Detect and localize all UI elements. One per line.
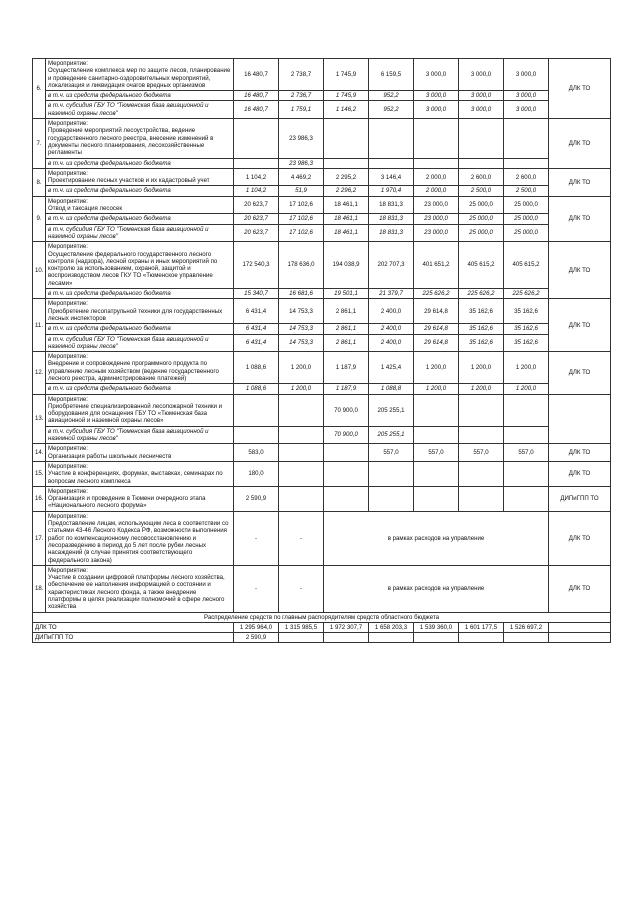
value-cell: 18 461,1 [324,224,369,242]
table-row [33,394,611,426]
value-cell: 205 255,1 [369,426,414,444]
budget-note: в рамках расходов на управление [324,511,549,565]
table-row [33,59,611,91]
value-cell: 16 480,7 [234,59,279,91]
value-cell [504,119,549,158]
value-cell: 2 861,1 [324,324,369,334]
value-cell: 1 200,0 [459,352,504,384]
row-index: 15. [33,461,46,486]
value-cell: 25 000,0 [459,196,504,214]
value-cell: 18 831,3 [369,214,414,224]
value-cell [234,119,279,158]
table-row [33,214,611,224]
value-cell: 178 636,0 [279,242,324,289]
total-value [414,633,459,643]
table-row [33,426,611,444]
measure-desc: Мероприятие: Осуществление федерального государственного лесного контроля (надзора), лесной охраны и иных мероприятий по контролю за использованием, охраной, защитой и воспроизводством лесов ГКУ ТО «Тюменское управление лесами» [46,242,234,289]
total-value: 1 601 177,5 [459,622,504,632]
funding-source-desc: в т.ч. из средств федерального бюджета [46,186,234,196]
value-cell: 29 614,8 [414,334,459,352]
value-cell: 3 000,0 [504,59,549,91]
value-cell: 51,9 [279,186,324,196]
value-cell: 1 200,0 [504,352,549,384]
empty-cell [549,622,611,632]
total-value: 1 315 985,5 [279,622,324,632]
value-cell: 1 088,8 [369,384,414,394]
row-index: 16. [33,486,46,511]
table-row [33,565,611,612]
value-cell: 6 431,4 [234,324,279,334]
value-cell: 17 102,6 [279,196,324,214]
table-row [33,486,611,511]
value-cell: 2 590,9 [234,486,279,511]
value-cell [234,426,279,444]
funding-source-desc: в т.ч. субсидия ГБУ ТО "Тюменская база авиационной и наземной охраны лесов" [46,101,234,119]
value-cell: 3 146,4 [369,168,414,186]
value-cell: 3 000,0 [459,91,504,101]
value-cell: 18 831,3 [369,196,414,214]
value-cell: 29 614,8 [414,324,459,334]
row-index: 17. [33,511,46,565]
value-cell: 20 623,7 [234,224,279,242]
program-measures-table-page [32,58,610,643]
value-cell: 35 162,6 [504,299,549,324]
value-cell [234,158,279,168]
value-cell: 1 759,1 [279,101,324,119]
value-cell [459,486,504,511]
value-cell: 2 000,0 [414,168,459,186]
value-cell: 2 400,0 [369,324,414,334]
executor: ДЛК ТО [549,299,611,352]
value-cell: 952,2 [369,91,414,101]
value-cell: 202 707,3 [369,242,414,289]
total-value [279,633,324,643]
value-cell: 1 200,0 [414,352,459,384]
value-cell [504,394,549,426]
value-cell: 16 681,6 [279,289,324,299]
value-cell: 14 753,3 [279,324,324,334]
value-cell: 18 461,1 [324,196,369,214]
value-cell [459,158,504,168]
budget-note: в рамках расходов на управление [324,565,549,612]
value-cell: 2 600,0 [504,168,549,186]
value-cell: 1 745,9 [324,91,369,101]
measure-desc: Мероприятие: Осуществление комплекса мер по защите лесов, планирование и проведение санитарно-оздоровительных мероприятий, локализация и ликвидация очагов вредных организмов [46,59,234,91]
table-row [33,324,611,334]
table-row [33,334,611,352]
value-cell: 14 753,3 [279,299,324,324]
table-row [33,158,611,168]
value-cell: 4 469,2 [279,168,324,186]
measure-desc: Мероприятие: Проектирование лесных участков и их кадастровый учет [46,168,234,186]
value-cell: 3 000,0 [414,101,459,119]
row-index: 6. [33,59,46,119]
value-cell: 205 255,1 [369,394,414,426]
value-cell: 2 861,1 [324,334,369,352]
value-cell: 1 187,9 [324,384,369,394]
value-cell: 29 614,8 [414,299,459,324]
total-value: 1 658 203,3 [369,622,414,632]
row-index: 7. [33,119,46,169]
value-cell: 1 970,4 [369,186,414,196]
table-row [33,224,611,242]
distributor-name: ДЛК ТО [33,622,234,632]
value-cell: 2 400,0 [369,299,414,324]
value-cell: 194 038,9 [324,242,369,289]
value-cell: 25 000,0 [459,214,504,224]
table-row [33,444,611,462]
value-cell: 1 200,0 [459,384,504,394]
executor: ДЛК ТО [549,168,611,196]
value-cell: 557,0 [504,444,549,462]
total-value: 1 539 360,0 [414,622,459,632]
value-cell: 225 626,2 [459,289,504,299]
value-cell: 23 000,0 [414,214,459,224]
executor: ДЛК ТО [549,196,611,241]
measure-desc: Мероприятие: Предоставление лицам, использующим леса в соответствии со статьями 43-46 Лесного Кодекса РФ, возможности выполнения работ по компенсационному лесовосстановлению и лесоразведению в период до 5 лет после рубки лесных насаждений (в случае принятия соответствующего федерального закона) [46,511,234,565]
value-cell [414,426,459,444]
value-cell: 3 000,0 [459,101,504,119]
value-cell [414,394,459,426]
value-cell [279,486,324,511]
value-cell: 17 102,6 [279,214,324,224]
value-cell: 3 000,0 [414,59,459,91]
value-cell [504,486,549,511]
value-cell: 583,0 [234,444,279,462]
value-cell: 2 600,0 [459,168,504,186]
value-cell: 2 500,0 [459,186,504,196]
value-cell [414,461,459,486]
table-row [33,91,611,101]
value-cell [504,426,549,444]
row-index: 11. [33,299,46,352]
distribution-header-row [33,612,611,622]
value-cell [459,119,504,158]
value-cell: 1 745,9 [324,59,369,91]
executor: ДЛК ТО [549,511,611,565]
total-value [459,633,504,643]
total-value: 1 295 964,0 [234,622,279,632]
value-cell [369,119,414,158]
executor: ДЛК ТО [549,565,611,612]
measure-desc: Мероприятие: Проведение мероприятий лесоустройства, ведение государственного лесного реестра, внесение изменений в документы лесного планирования, лесохозяйственные регламенты [46,119,234,158]
measure-desc: Мероприятие: Организация и проведение в Тюмени очередного этапа «Национального лесного форума» [46,486,234,511]
table-row [33,186,611,196]
funding-source-desc: в т.ч. субсидия ГБУ ТО "Тюменская база авиационной и наземной охраны лесов" [46,426,234,444]
value-cell [279,426,324,444]
value-cell [414,486,459,511]
executor: ДЛК ТО [549,444,611,462]
row-index: 9. [33,196,46,241]
value-cell: 2 500,0 [504,186,549,196]
totals-row [33,633,611,643]
total-value: 1 526 697,2 [504,622,549,632]
total-value [369,633,414,643]
value-cell [414,119,459,158]
value-cell: 2 296,2 [324,186,369,196]
measure-desc: Мероприятие: Организация работы школьных лесничеств [46,444,234,462]
executor [549,394,611,444]
value-cell [414,158,459,168]
value-cell: 2 738,7 [279,59,324,91]
value-cell [324,461,369,486]
value-cell [324,444,369,462]
value-cell: - [279,511,324,565]
value-cell: 2 000,0 [414,186,459,196]
table-row [33,384,611,394]
value-cell: 6 431,4 [234,334,279,352]
value-cell: 14 753,3 [279,334,324,352]
value-cell [459,461,504,486]
value-cell: 1 187,9 [324,352,369,384]
funding-source-desc: в т.ч. из средств федерального бюджета [46,289,234,299]
value-cell: 557,0 [459,444,504,462]
table-row [33,196,611,214]
value-cell: 23 000,0 [414,196,459,214]
value-cell [324,119,369,158]
value-cell: 1 146,2 [324,101,369,119]
value-cell [369,158,414,168]
measure-desc: Мероприятие: Участие в создании цифровой платформы лесного хозяйства, обеспечение ее наполнения информацией о состоянии и характеристиках лесного фонда, а также внедрение платформы в целях реализации полномочий в сфере лесного хозяйства [46,565,234,612]
empty-cell [549,633,611,643]
value-cell: 21 379,7 [369,289,414,299]
row-index: 8. [33,168,46,196]
measures-table [32,58,611,643]
value-cell: 3 000,0 [414,91,459,101]
value-cell: 1 104,2 [234,186,279,196]
funding-source-desc: в т.ч. субсидия ГБУ ТО "Тюменская база авиационной и наземной охраны лесов" [46,224,234,242]
table-row [33,461,611,486]
row-index: 12. [33,352,46,394]
value-cell: - [279,565,324,612]
value-cell: 25 000,0 [504,196,549,214]
executor: ДЛК ТО [549,242,611,299]
value-cell: 1 104,2 [234,168,279,186]
value-cell: - [234,511,279,565]
value-cell: 35 162,6 [459,324,504,334]
row-index: 10. [33,242,46,299]
measure-desc: Мероприятие: Отвод и таксация лесосек [46,196,234,214]
value-cell: 1 200,0 [279,352,324,384]
value-cell [459,394,504,426]
measure-desc: Мероприятие: Приобретение специализированной лесопожарной техники и оборудования для оснащения ГБУ ТО «Тюменская база авиационной и наземной охраны лесов» [46,394,234,426]
value-cell: 2 400,0 [369,334,414,352]
value-cell: 172 540,3 [234,242,279,289]
value-cell: 557,0 [369,444,414,462]
total-value [504,633,549,643]
value-cell: 25 000,0 [459,224,504,242]
row-index: 18. [33,565,46,612]
value-cell: 23 986,3 [279,119,324,158]
value-cell: 70 900,0 [324,426,369,444]
value-cell: 6 431,4 [234,299,279,324]
value-cell: 35 162,6 [459,299,504,324]
table-row [33,168,611,186]
funding-source-desc: в т.ч. из средств федерального бюджета [46,91,234,101]
value-cell: 3 000,0 [459,59,504,91]
value-cell: 2 861,1 [324,299,369,324]
measure-desc: Мероприятие: Внедрение и сопровождение программного продукта по управлению лесным хозяйством (ведение государственного лесного реестра, администрирование платежей) [46,352,234,384]
value-cell: 3 000,0 [504,91,549,101]
measure-desc: Мероприятие: Участие в конференциях, форумах, выставках, семинарах по вопросам лесного комплекса [46,461,234,486]
value-cell: 25 000,0 [504,214,549,224]
table-row [33,289,611,299]
funding-source-desc: в т.ч. субсидия ГБУ ТО "Тюменская база авиационной и наземной охраны лесов" [46,334,234,352]
value-cell: 952,2 [369,101,414,119]
totals-row [33,622,611,632]
value-cell: 1 200,0 [279,384,324,394]
value-cell: 23 000,0 [414,224,459,242]
executor: ДЛК ТО [549,461,611,486]
funding-source-desc: в т.ч. из средств федерального бюджета [46,158,234,168]
executor: ДИПиГПП ТО [549,486,611,511]
value-cell: 557,0 [414,444,459,462]
row-index: 13. [33,394,46,444]
value-cell: 19 501,1 [324,289,369,299]
value-cell: 18 831,3 [369,224,414,242]
value-cell: 1 200,0 [504,384,549,394]
distributor-name: ДИПиГПП ТО [33,633,234,643]
table-row [33,101,611,119]
funding-source-desc: в т.ч. из средств федерального бюджета [46,214,234,224]
value-cell [504,461,549,486]
value-cell: 25 000,0 [504,224,549,242]
value-cell [279,444,324,462]
value-cell: 20 623,7 [234,196,279,214]
value-cell: 225 626,2 [504,289,549,299]
total-value: 1 972 307,7 [324,622,369,632]
value-cell: 401 651,2 [414,242,459,289]
distribution-title: Распределение средств по главным распорядителям средств областного бюджета [33,612,611,622]
table-row [33,242,611,289]
value-cell: 180,0 [234,461,279,486]
value-cell: 70 900,0 [324,394,369,426]
table-row [33,352,611,384]
total-value [324,633,369,643]
value-cell [369,486,414,511]
funding-source-desc: в т.ч. из средств федерального бюджета [46,384,234,394]
value-cell [324,486,369,511]
value-cell: 405 615,2 [504,242,549,289]
executor: ДЛК ТО [549,352,611,394]
value-cell [504,158,549,168]
value-cell [279,394,324,426]
value-cell: - [234,565,279,612]
executor: ДЛК ТО [549,59,611,119]
value-cell [279,461,324,486]
value-cell: 15 340,7 [234,289,279,299]
value-cell: 16 480,7 [234,101,279,119]
value-cell: 23 986,3 [279,158,324,168]
value-cell: 18 461,1 [324,214,369,224]
value-cell: 35 162,6 [504,324,549,334]
table-row [33,119,611,158]
measure-desc: Мероприятие: Приобретение лесопатрульной техники для государственных лесных инспекторов [46,299,234,324]
value-cell [324,158,369,168]
value-cell: 1 200,0 [414,384,459,394]
executor: ДЛК ТО [549,119,611,169]
value-cell: 16 480,7 [234,91,279,101]
value-cell: 20 623,7 [234,214,279,224]
value-cell: 2 295,2 [324,168,369,186]
total-value: 2 590,9 [234,633,279,643]
row-index: 14. [33,444,46,462]
value-cell: 1 088,6 [234,384,279,394]
value-cell: 405 615,2 [459,242,504,289]
funding-source-desc: в т.ч. из средств федерального бюджета [46,324,234,334]
value-cell: 6 159,5 [369,59,414,91]
value-cell: 2 736,7 [279,91,324,101]
value-cell: 225 626,2 [414,289,459,299]
table-row [33,511,611,565]
value-cell: 35 162,6 [504,334,549,352]
value-cell: 3 000,0 [504,101,549,119]
table-row [33,299,611,324]
value-cell [459,426,504,444]
value-cell [369,461,414,486]
value-cell: 1 088,6 [234,352,279,384]
value-cell [234,394,279,426]
value-cell: 1 425,4 [369,352,414,384]
value-cell: 17 102,6 [279,224,324,242]
value-cell: 35 162,6 [459,334,504,352]
